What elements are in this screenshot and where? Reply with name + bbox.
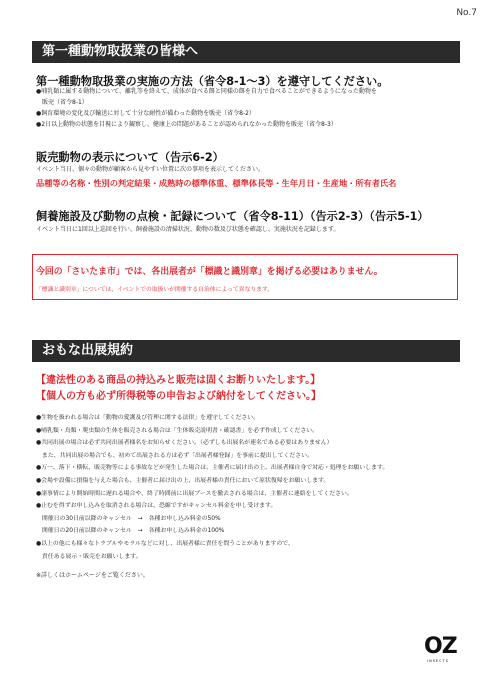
rule-item: 責任ある展示・販売をお願いします。	[36, 553, 142, 560]
inspection-title: 飼養施設及び動物の点検・記録について（省令8-11）（告示2-3）（告示5-1）	[36, 210, 429, 223]
rule-item: ●生物を扱われる場合は「動物の愛護及び管理に関する法律」を遵守してください。	[36, 415, 260, 421]
section-header-rules: おもな出展規約	[32, 340, 460, 362]
display-text: イベント当日、個々の動物が顧客から見やすい位置に次の事項を表示してください。	[36, 166, 265, 173]
rule-item: ●哺乳類・鳥類・爬虫類の生体を販売される場合は「生体販売説明書・確認書」を必ず作成してください。	[36, 427, 318, 434]
rule-item: 開催日の30日前以降のキャンセル → 各種お申し込み料金の50%	[36, 515, 221, 522]
warning-tax: 【個人の方も必ず所得税等の申告および納付をしてください。】	[36, 391, 321, 402]
display-title: 販売動物の表示について（告示6-2）	[36, 151, 224, 164]
rule-item: ●万一、落下・横転、販売物等による事故などが発生した場合は、主催者に届け出の上、出展者様自身で対応・処理をお願いします。	[36, 465, 389, 472]
footnote: ※詳しくはホームページをご覧ください。	[36, 572, 149, 579]
method-line: 販売（省令8-1）	[36, 99, 88, 106]
page-number: No.7	[456, 8, 477, 18]
notice-main: 今回の「さいたま市」では、各出展者が「標識と識別章」を掲げる必要はありません。	[36, 267, 383, 277]
oz-logo	[424, 634, 457, 663]
logo-subtext: INSECTS	[427, 659, 449, 663]
method-title: 第一種動物取扱業の実施の方法（省令8-1〜3）を遵守してください。	[36, 75, 389, 88]
display-line	[36, 164, 460, 175]
rules-list	[36, 412, 460, 563]
method-line: ●飼育環境の変化及び輸送に対して十分な耐性が備わった動物を販売（省令8-2）	[36, 110, 255, 117]
logo-text: OZ	[424, 634, 457, 659]
method-list	[36, 86, 460, 130]
warning-illegal: 【違法性のある商品の持込みと販売は固くお断りいたします。】	[36, 375, 321, 386]
inspection-text: イベント当日に1回以上巡回を行い、飼養施設の清掃状況、動物の数及び状態を確認し、実施状況を記録します。	[36, 226, 340, 233]
rule-item: ●会場や設備に損傷を与えた場合も、主催者に届け出の上、出展者様の責任において原状復帰をお願いします。	[36, 477, 330, 484]
rule-item: ●諸事情により開始時間に遅れる場合や、終了時間前に出展ブースを撤去される場合は、主催者に連絡をしてください。	[36, 490, 353, 497]
rule-item: ●止むを得ずお申し込みを取消される場合は、恐縮ですがキャンセル料金を申し受けます。	[36, 503, 277, 510]
rule-item: また、共同出展の場合でも、初めて出展される方は必ず「出展者様登録」を事前に提出してください。	[36, 452, 313, 459]
section-header-dealers: 第一種動物取扱業の皆様へ	[32, 41, 460, 63]
rule-item: 開催日の20日前以降のキャンセル → 各種お申し込み料金の100%	[36, 528, 225, 535]
notice-sub: 「標識と識別章」については、イベントでの取扱いが開催する自治体によって異なります。	[36, 287, 274, 293]
display-items: 品種等の名称・性別の判定結果・成熟時の標準体重、標準体長等・生年月日・生産地・所有者氏名	[36, 178, 397, 188]
rule-item: ●以上の他にも様々なトラブルやモラルなどに対し、出展者様に責任を問うことがありますので、	[36, 540, 294, 547]
notice-box	[32, 254, 458, 300]
inspection-line	[36, 224, 460, 235]
rule-item: ●共同出展の場合は必ず共同出展者様名をお知らせください。（必ずしも出展名が連名である必要はありません）	[36, 440, 333, 447]
method-line: ●哺乳類に属する動物について、離乳等を終えて、成体が食べる餌と同様の餌を自力で食べることができるようになった動物を	[36, 88, 377, 95]
method-line: ●2日以上動物の状態を目視により観察し、健康上の問題があることが認められなかった動物を販売（省令8-3）	[36, 121, 337, 128]
